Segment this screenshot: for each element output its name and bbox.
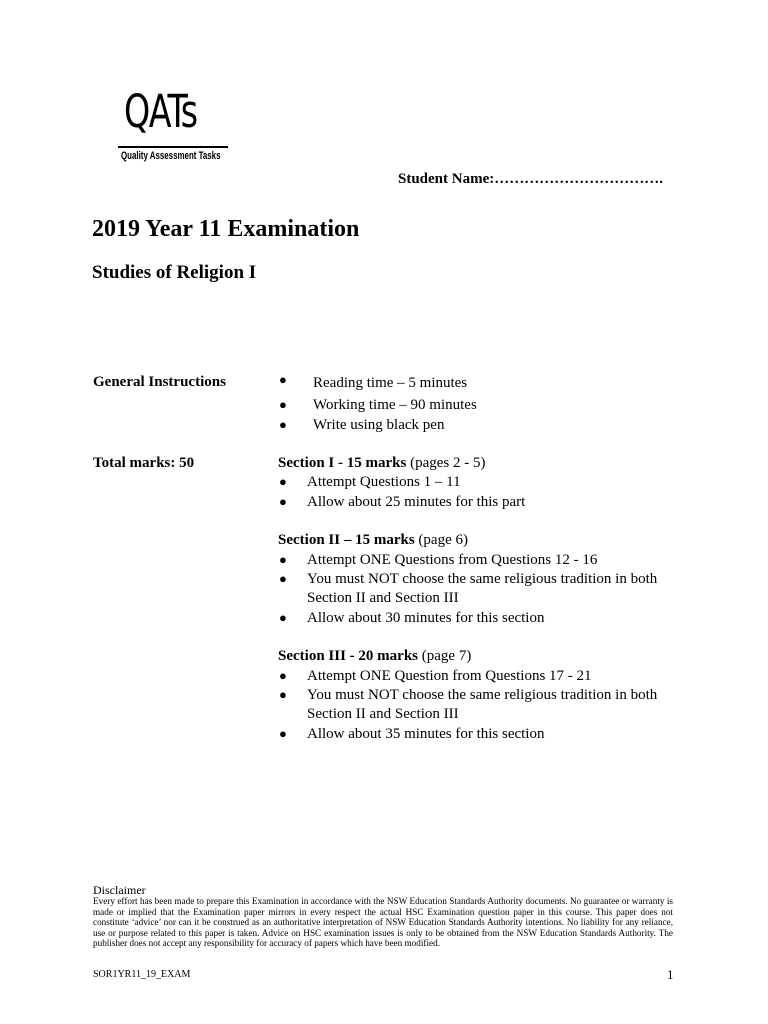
- qats-logo: [112, 84, 227, 166]
- section-item-continued: Section II and Section III: [307, 590, 459, 606]
- section-item: Allow about 35 minutes for this section: [307, 726, 545, 742]
- bullet-icon: ●: [279, 494, 287, 509]
- section-item: Attempt Questions 1 – 11: [307, 474, 461, 490]
- bullet-icon: ●: [279, 397, 287, 412]
- page-number: 1: [667, 967, 674, 982]
- page-title: 2019 Year 11 Examination: [92, 216, 360, 242]
- bullet-icon: ●: [279, 417, 287, 432]
- bullet-icon: ●: [279, 552, 287, 567]
- section-3-title: Section III - 20 marks: [278, 648, 419, 664]
- bullet-icon: ●: [279, 668, 287, 683]
- section-1-title: Section I - 15 marks: [278, 455, 407, 471]
- bullet-icon: ●: [279, 372, 287, 387]
- instruction-item: Working time – 90 minutes: [313, 397, 477, 413]
- section-item: Attempt ONE Questions from Questions 12 - 16: [307, 552, 598, 568]
- section-1-pages: (pages 2 - 5): [410, 455, 486, 471]
- logo-divider: [118, 146, 228, 148]
- section-2-pages: (page 6): [418, 532, 468, 548]
- instruction-item: Reading time – 5 minutes: [313, 375, 468, 391]
- page-subtitle: Studies of Religion I: [92, 262, 257, 283]
- disclaimer-title: Disclaimer: [93, 883, 146, 897]
- bullet-icon: ●: [279, 474, 287, 489]
- section-item: Allow about 25 minutes for this part: [307, 494, 526, 510]
- bullet-icon: ●: [279, 726, 287, 741]
- section-1-heading: [278, 455, 485, 472]
- total-marks-label: Total marks: 50: [93, 455, 195, 471]
- bullet-icon: ●: [279, 571, 287, 586]
- section-item: You must NOT choose the same religious tradition in both: [307, 571, 658, 587]
- section-3-pages: (page 7): [421, 648, 472, 664]
- disclaimer-body: Every effort has been made to prepare this Examination in accordance with the NSW Education Standards Authority documents. No guarantee or warranty is made or implied that the Examination paper mirrors in every respect the actual HSC Examination question paper in this course. This paper does not constitute ‘advice’ nor can it be construed as an authoritative interpretation of NSW Education Standards Authority intentions. No liability for any reliance, use or purpose related to this paper is taken. Advice on HSC examination issues is only to be obtained from the NSW Education Standards Authority. The publisher does not accept any responsibility for accuracy of papers which have been modified.: [93, 896, 673, 948]
- logo-wordmark: QATs: [124, 85, 197, 138]
- logo-tagline: Quality Assessment Tasks: [121, 150, 221, 162]
- section-item: Attempt ONE Question from Questions 17 - 21: [307, 668, 592, 684]
- footer-code: SOR1YR11_19_EXAM: [93, 969, 191, 980]
- instruction-item: Write using black pen: [313, 417, 445, 433]
- section-item: You must NOT choose the same religious tradition in both: [307, 687, 658, 703]
- bullet-icon: ●: [279, 687, 287, 702]
- section-2-heading: [278, 532, 468, 549]
- section-item: Allow about 30 minutes for this section: [307, 610, 545, 626]
- section-item-continued: Section II and Section III: [307, 706, 459, 722]
- bullet-icon: ●: [279, 610, 287, 625]
- student-name-field: Student Name:…………………………….: [398, 171, 663, 187]
- section-3-heading: [278, 648, 471, 665]
- general-instructions-label: General Instructions: [93, 374, 226, 390]
- section-2-title: Section II – 15 marks: [278, 532, 415, 548]
